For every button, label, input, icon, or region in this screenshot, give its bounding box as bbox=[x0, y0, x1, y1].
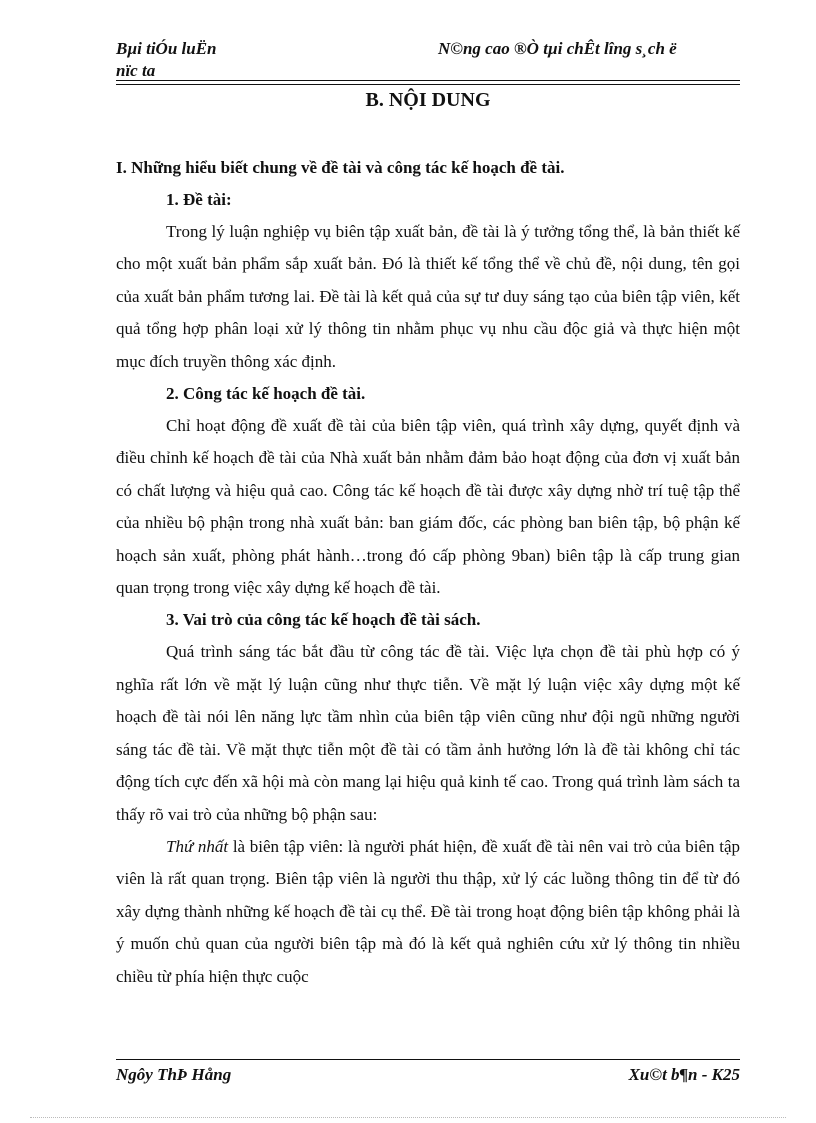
header-divider bbox=[116, 80, 740, 85]
header-left-line1: Bµi tiÓu luËn bbox=[116, 39, 217, 58]
footer-author: Ngôy ThÞ Hång bbox=[116, 1065, 232, 1084]
footer-class: Xu©t b¶n - K25 bbox=[628, 1065, 740, 1084]
page-bottom-dotted-line bbox=[30, 1117, 786, 1118]
header-left bbox=[116, 38, 217, 82]
subheading-1: 1. Đề tài: bbox=[166, 190, 232, 209]
main-heading: I. Những hiểu biết chung về đề tài và công tác kế hoạch đề tài. bbox=[116, 158, 565, 177]
document-body bbox=[116, 152, 740, 993]
subheading-3: 3. Vai trò của công tác kế hoạch đề tài sách. bbox=[166, 610, 481, 630]
header-right: N©ng cao ®Ò tµi chÊt lîng s¸ch ë bbox=[438, 39, 677, 58]
section-title: B. NỘI DUNG bbox=[365, 89, 491, 111]
footer-divider bbox=[116, 1059, 740, 1060]
paragraph-2: Chỉ hoạt động đề xuất đề tài của biên tập viên, quá trình xây dựng, quyết định và điều chỉnh kế hoạch đề tài của Nhà xuất bản nhằm đảm bảo hoạt động của đơn vị xuất bản có chất lượng và hiệu quả cao. Công tác kế hoạch đề tài được xây dựng nhờ trí tuệ tập thể của nhiều bộ phận trong nhà xuất bản: ban giám đốc, các phòng ban biên tập, bộ phận kế hoạch sản xuất, phòng phát hành…trong đó cấp phòng 9ban) biên tập là cấp trung gian quan trọng trong việc xây dựng kế hoạch đề tài. bbox=[116, 416, 740, 598]
paragraph-4-emphasis: Thứ nhất bbox=[166, 836, 229, 856]
paragraph-4-text: là biên tập viên: là người phát hiện, đề xuất đề tài nên vai trò của biên tập viên là rất quan trọng. Biên tập viên là người thu thập, xử lý các luồng thông tin để từ đó xây dựng thành những kế hoạch đề tài cụ thể. Đề tài trong hoạt động biên tập không phải là ý muốn chủ quan của người biên tập mà đó là kết quả nghiên cứu xử lý thông tin nhiều chiều từ phía hiện thực cuộc bbox=[116, 836, 740, 986]
paragraph-3: Quá trình sáng tác bắt đầu từ công tác đề tài. Việc lựa chọn đề tài phù hợp có ý nghĩa rất lớn về mặt lý luận cũng như thực tiễn. Về mặt lý luận việc xây dựng một kế hoạch đề tài nói lên năng lực tầm nhìn của biên tập viên cũng như đội ngũ những người sáng tác đề tài. Về mặt thực tiễn một đề tài có tầm ảnh hưởng lớn là đề tài không chỉ tác động tích cực đến xã hội mà còn mang lại hiệu quả kinh tế cao. Trong quá trình làm sách ta thấy rõ vai trò của những bộ phận sau: bbox=[116, 642, 740, 824]
header-left-line2: nïc ta bbox=[116, 61, 156, 80]
paragraph-1: Trong lý luận nghiệp vụ biên tập xuất bản, đề tài là ý tưởng tổng thể, là bản thiết kế cho một xuất bản phẩm sắp xuất bản. Đó là thiết kế tổng thể về chủ đề, nội dung, tên gọi của xuất bản phẩm tương lai. Đề tài là kết quả của sự tư duy sáng tạo của biên tập viên, kết quả tổng hợp phân loại xử lý thông tin nhằm phục vụ nhu cầu độc giả và thực hiện một mục đích truyền thông xác định. bbox=[116, 222, 740, 371]
subheading-2: 2. Công tác kế hoạch đề tài. bbox=[166, 384, 366, 404]
paragraph-4 bbox=[116, 831, 740, 993]
page-header bbox=[116, 38, 740, 82]
